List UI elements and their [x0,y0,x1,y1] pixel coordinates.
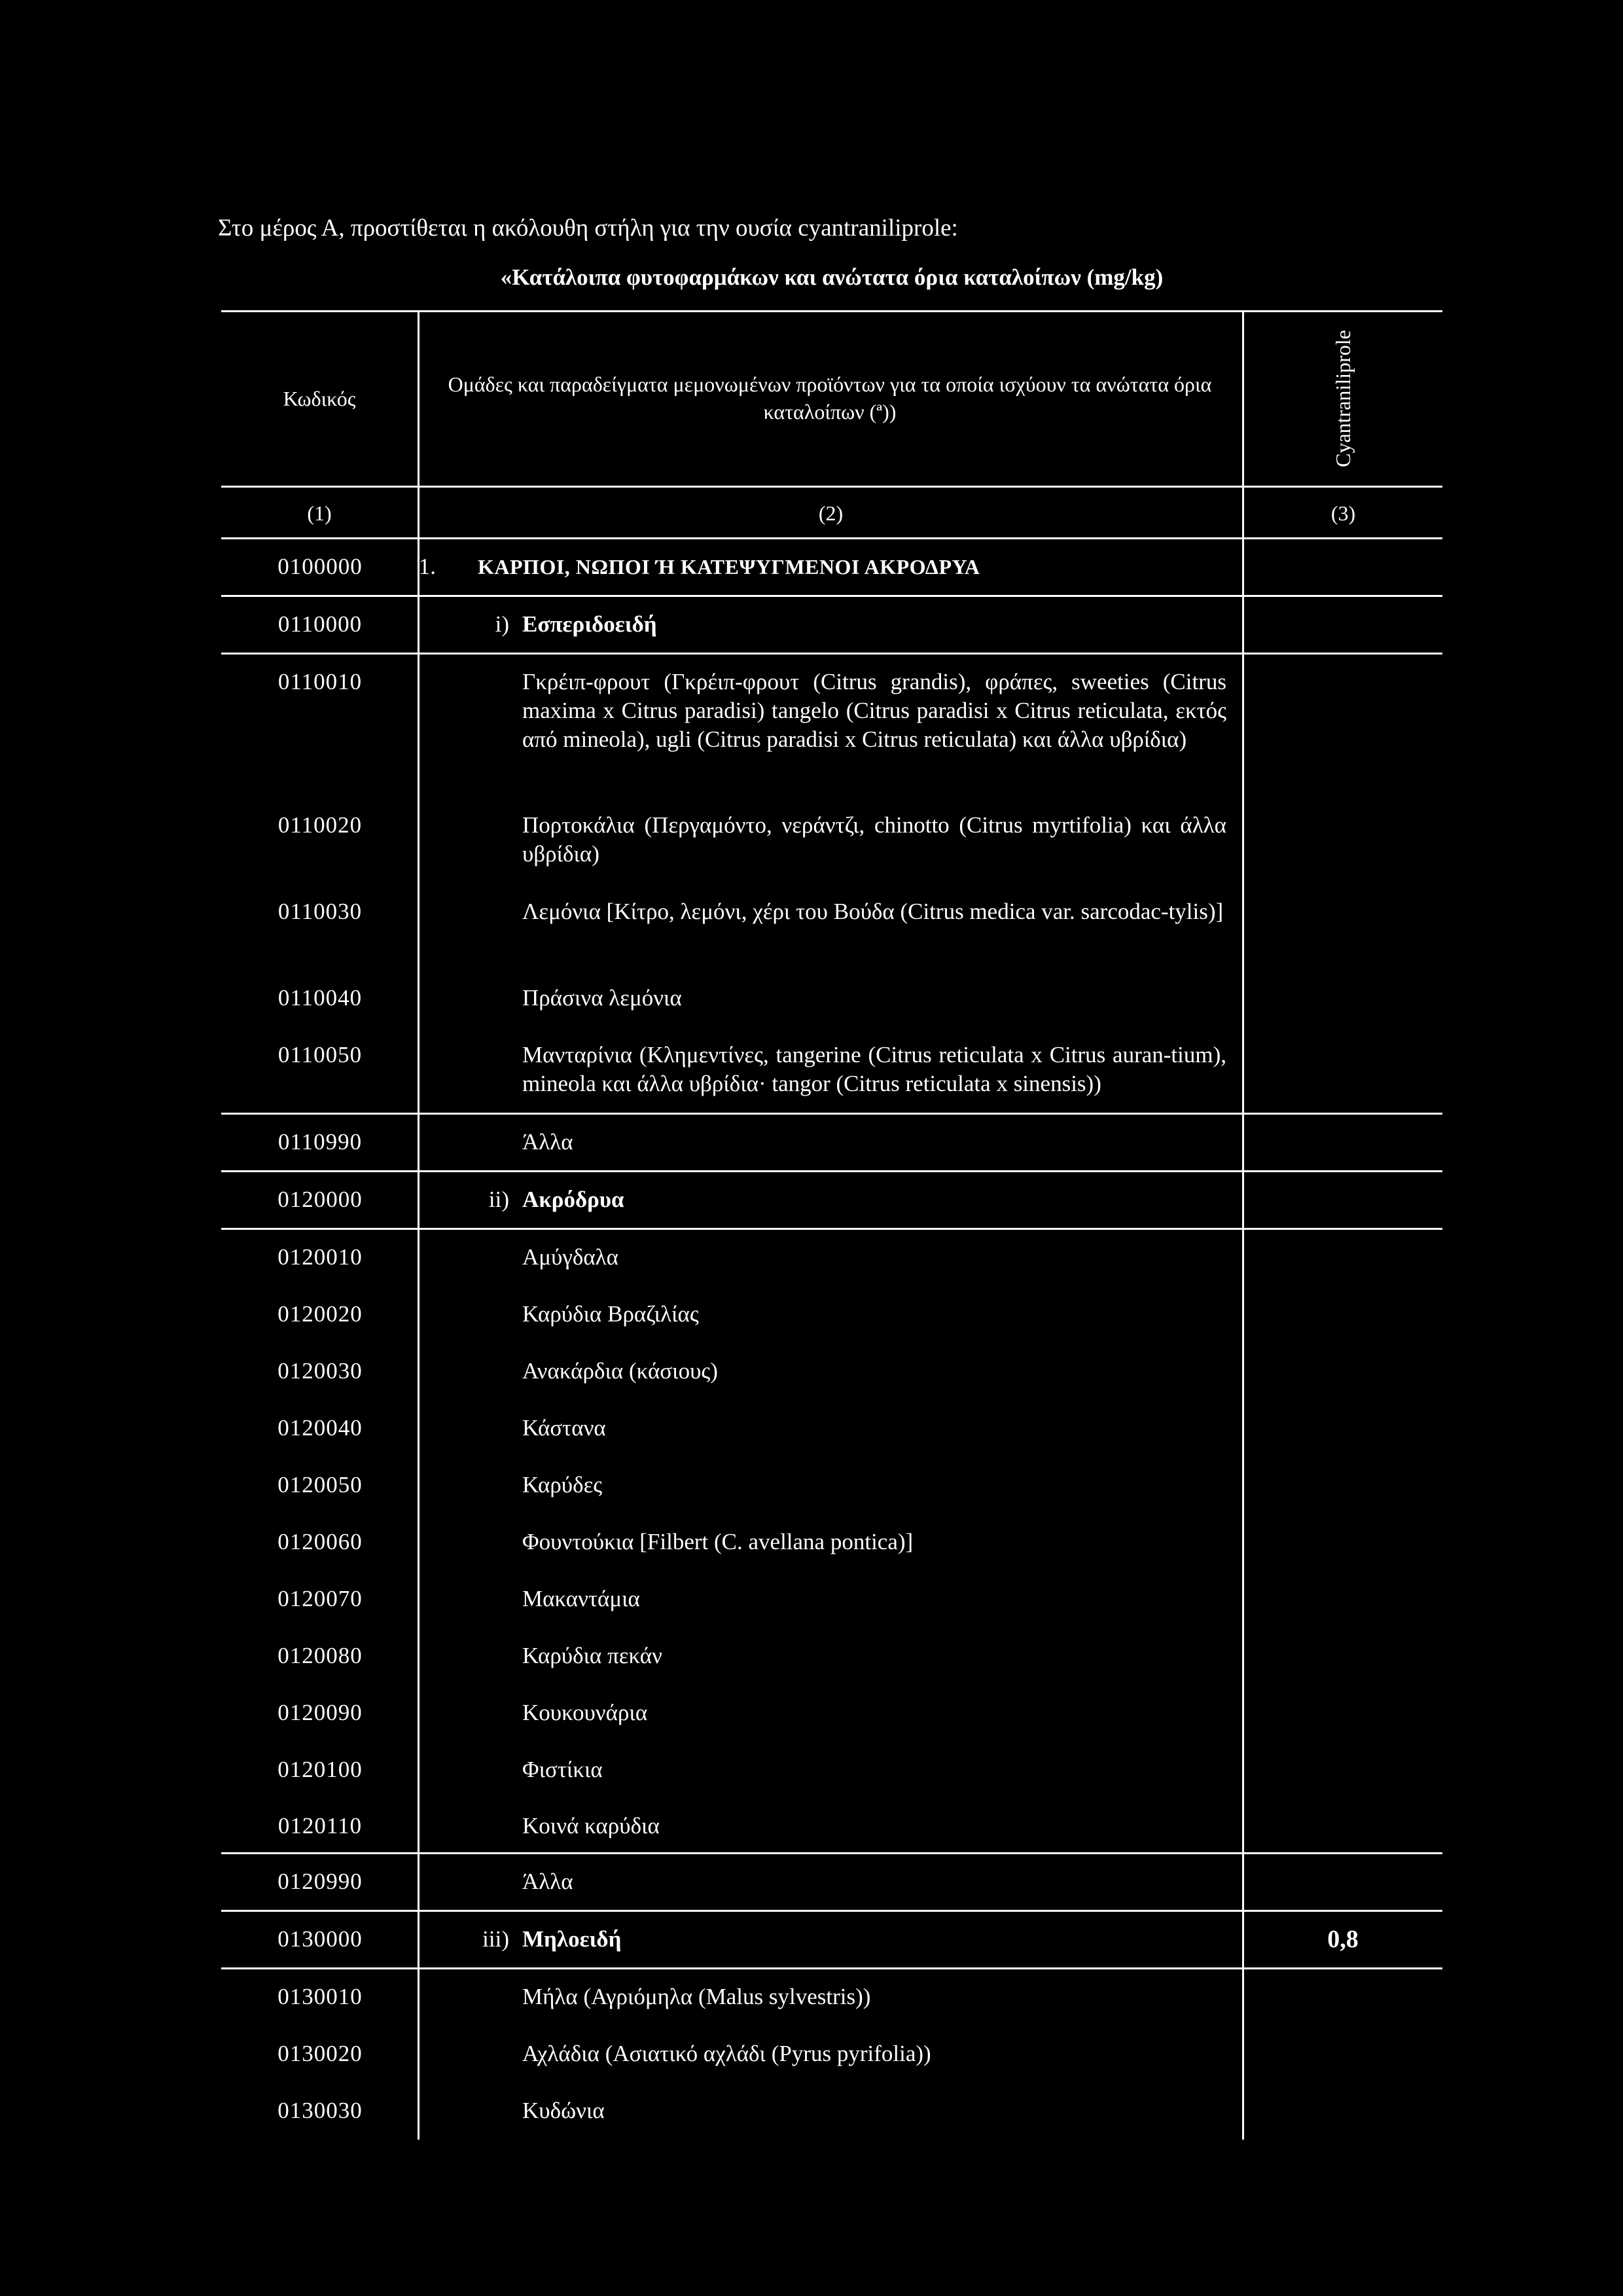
row-code: 0130030 [277,2098,363,2123]
row-code: 0110010 [277,669,363,694]
header-substance: Cyantraniliprole [1331,330,1355,467]
table-rule [221,1113,1442,1115]
mrl-value: 0,8 [1327,1926,1359,1953]
row-code: 0120070 [277,1586,363,1611]
row-description: Εσπεριδοειδή [522,611,657,637]
row-description: Άλλα [522,1869,573,1894]
row-code: 0110050 [277,1042,363,1067]
row-code: 0110040 [277,985,363,1011]
row-description: Καρύδια πεκάν [522,1643,662,1668]
row-description: Κουκουνάρια [522,1700,648,1725]
row-description: Αχλάδια (Ασιατικό αχλάδι (Pyrus pyrifolia)) [522,2041,931,2066]
column-number-3: (3) [1330,501,1356,525]
table-rule [221,1967,1442,1969]
row-description: Πορτοκάλια (Περγαμόντο, νεράντζι, chinotto (Citrus myrtifolia) και άλλα υβρίδια) [522,812,1226,867]
header-groups: Ομάδες και παραδείγματα μεμονωμένων προϊόντων για τα οποία ισχύουν τα ανώτατα όρια καταλοίπων (ª)) [448,372,1212,423]
table-rule [221,595,1442,597]
row-description: ΚΑΡΠΟΙ, ΝΩΠΟΙ Ή ΚΑΤΕΨΥΓΜΕΝΟΙ ΑΚΡΟΔΡΥΑ [478,555,980,579]
table-rule [221,1910,1442,1912]
row-code: 0120060 [277,1529,363,1554]
table-rule [221,1170,1442,1172]
row-code: 0120030 [277,1358,363,1384]
row-description: Κοινά καρύδια [522,1813,660,1839]
column-rule [418,310,419,2140]
column-rule [1242,310,1244,2140]
row-description: Καρύδια Βραζιλίας [522,1301,699,1327]
column-number-1: (1) [307,501,332,525]
row-description: Κάστανα [522,1415,606,1441]
row-description: Μηλοειδή [522,1926,622,1952]
row-description: Καρύδες [522,1472,603,1498]
row-code: 0120080 [277,1643,363,1668]
row-code: 0110000 [277,611,363,637]
row-code: 0110030 [277,899,363,924]
row-code: 0110020 [277,812,363,838]
row-description: Αμύγδαλα [522,1244,618,1270]
row-code: 0120040 [277,1415,363,1441]
row-prefix: 1. [418,554,436,579]
row-description: Ακρόδρυα [522,1187,624,1212]
row-code: 0120110 [277,1813,363,1839]
row-description: Μακαντάμια [522,1586,640,1611]
row-description: Πράσινα λεμόνια [522,985,682,1011]
row-code: 0120010 [277,1244,363,1270]
row-description: Λεμόνια [Κίτρο, λεμόνι, χέρι του Βούδα (Citrus medica var. sarcodac-tylis)] [522,899,1224,924]
row-code: 0120990 [277,1869,363,1894]
row-description: Άλλα [522,1129,573,1155]
table-rule [221,537,1442,539]
row-code: 0130000 [277,1926,363,1952]
row-prefix: iii) [482,1926,509,1952]
row-description: Μανταρίνια (Κλημεντίνες, tangerine (Citrus reticulata x Citrus auran-tium), mineola και άλλα υβρίδια· tangor (Citrus reticulata x sinensis)) [522,1042,1226,1096]
row-description: Κυδώνια [522,2098,605,2123]
row-prefix: ii) [488,1187,509,1212]
row-code: 0120100 [277,1757,363,1782]
row-code: 0120050 [277,1472,363,1498]
row-code: 0120000 [277,1187,363,1212]
header-substance-cell [1243,310,1442,487]
row-description: Φιστίκια [522,1757,603,1782]
table-rule [221,1228,1442,1230]
row-code: 0100000 [277,554,363,579]
row-code: 0110990 [277,1129,363,1155]
row-code: 0130010 [277,1984,363,2009]
column-number-2: (2) [818,501,844,525]
row-code: 0120020 [277,1301,363,1327]
row-prefix: i) [495,611,509,637]
row-description: Ανακάρδια (κάσιους) [522,1358,718,1384]
row-description: Γκρέιπ-φρουτ (Γκρέιπ-φρουτ (Citrus grandis), φράπες, sweeties (Citrus maxima x Citrus paradisi) tangelo (Citrus paradisi x Citrus reticulata, εκτός από mineola), ugli (Citrus paradisi x Citrus reticulata) και άλλα υβρίδια) [522,669,1226,752]
mrl-table [221,310,1442,2140]
table-rule [221,1852,1442,1854]
table-title: «Κατάλοιπα φυτοφαρμάκων και ανώτατα όρια καταλοίπων (mg/kg) [500,264,1164,290]
header-code: Κωδικός [283,387,356,410]
row-description: Φουντούκια [Filbert (C. avellana pontica)] [522,1529,914,1554]
intro-text: Στο μέρος Α, προστίθεται η ακόλουθη στήλη για την ουσία cyantraniliprole: [218,215,958,242]
row-description: Μήλα (Αγριόμηλα (Malus sylvestris)) [522,1984,871,2009]
row-code: 0130020 [277,2041,363,2066]
row-code: 0120090 [277,1700,363,1725]
table-rule [221,653,1442,655]
